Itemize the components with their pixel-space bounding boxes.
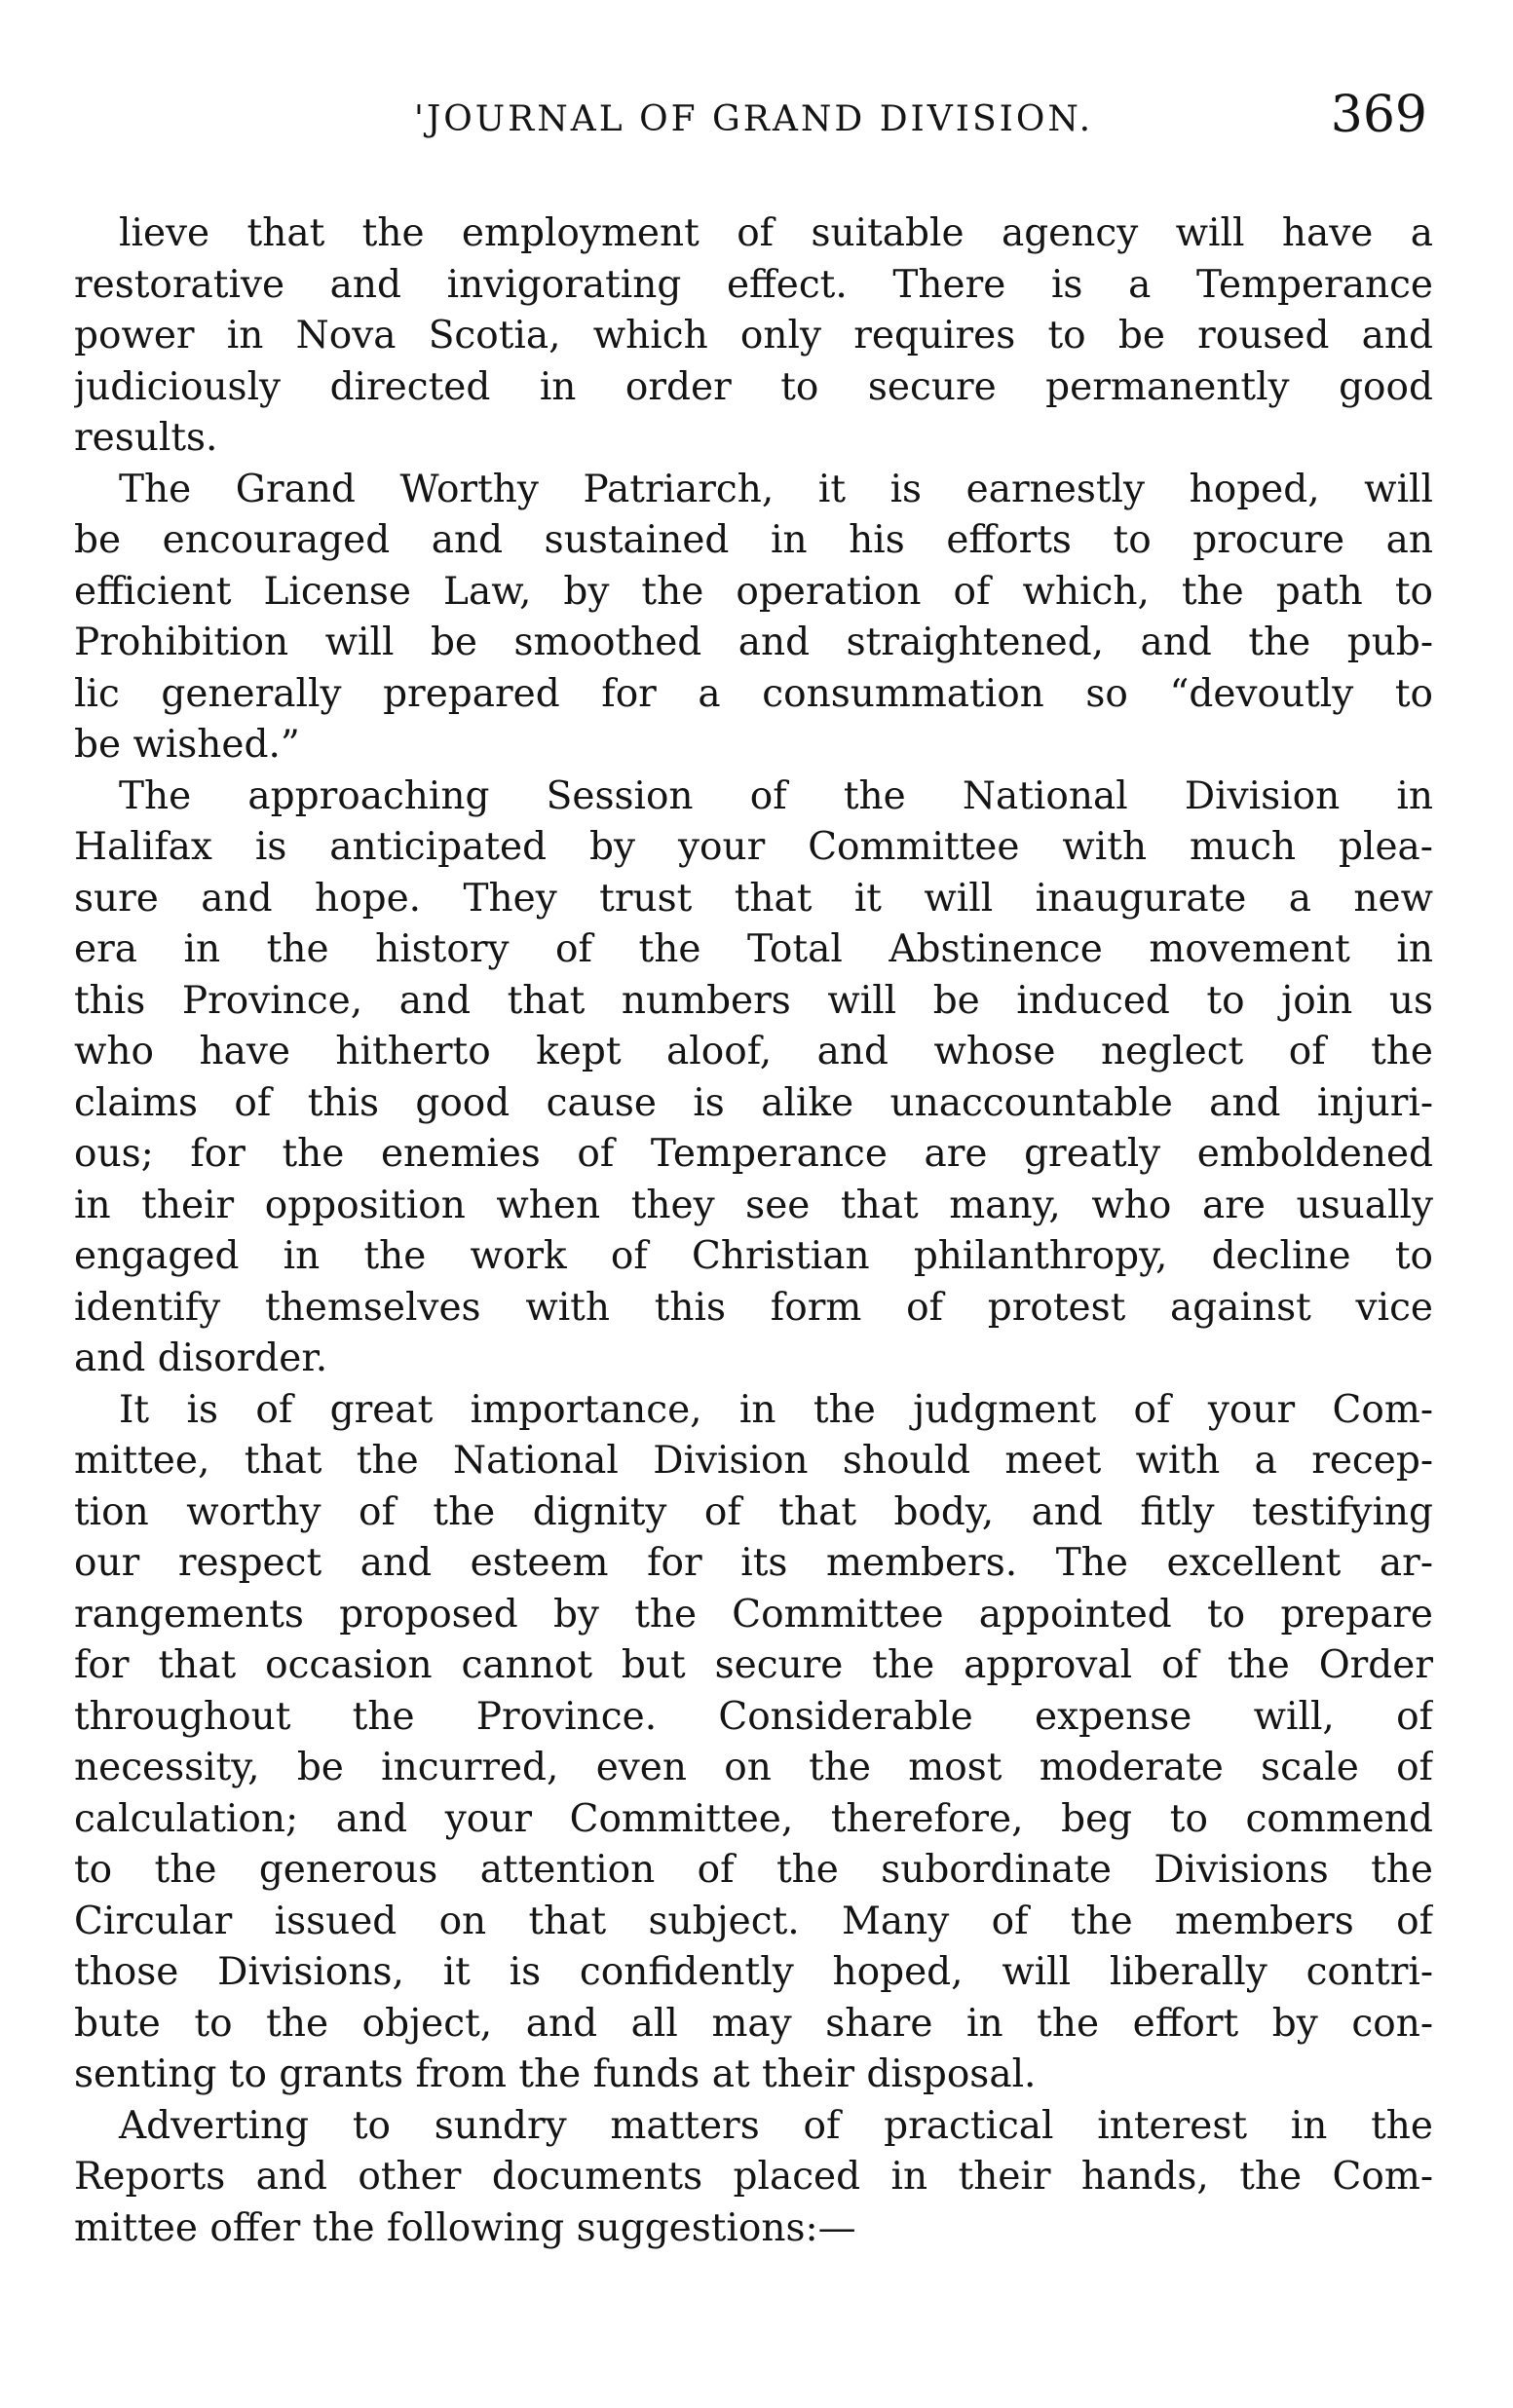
page-number: 369 bbox=[1330, 86, 1427, 144]
text-line: for that occasion cannot but secure the approval of the Order bbox=[74, 1643, 1433, 1687]
text-line: results. bbox=[74, 416, 218, 460]
text-line: mittee, that the National Division should meet with a recep- bbox=[74, 1439, 1433, 1483]
body-text bbox=[74, 208, 1433, 2254]
text-line: identify themselves with this form of protest against vice bbox=[74, 1285, 1433, 1330]
paragraph bbox=[74, 771, 1433, 1385]
text-line: bute to the object, and all may share in the effort by con- bbox=[74, 2001, 1433, 2046]
text-line: The Grand Worthy Patriarch, it is earnestly hoped, will bbox=[119, 467, 1433, 511]
text-line: lic generally prepared for a consummation so “devoutly to bbox=[74, 671, 1433, 716]
text-line: sure and hope. They trust that it will inaugurate a new bbox=[74, 876, 1433, 921]
text-line: judiciously directed in order to secure permanently good bbox=[74, 364, 1433, 409]
text-line: in their opposition when they see that many, who are usually bbox=[74, 1183, 1433, 1227]
text-line: Prohibition will be smoothed and straightened, and the pub- bbox=[74, 621, 1433, 664]
text-line: senting to grants from the funds at their disposal. bbox=[74, 2052, 1037, 2096]
text-line: to the generous attention of the subordinate Divisions the bbox=[74, 1848, 1433, 1892]
text-line: ous; for the enemies of Temperance are greatly emboldened bbox=[74, 1132, 1433, 1176]
text-line: necessity, be incurred, even on the most moderate scale of bbox=[74, 1746, 1433, 1789]
paragraph bbox=[74, 208, 1433, 465]
text-line: those Divisions, it is confidently hoped, will liberally contri- bbox=[74, 1950, 1433, 1994]
text-line: Reports and other documents placed in their hands, the Com- bbox=[74, 2155, 1433, 2199]
text-line: throughout the Province. Considerable expense will, of bbox=[74, 1694, 1433, 1739]
text-line: Circular issued on that subject. Many of the members of bbox=[74, 1899, 1433, 1943]
text-line: this Province, and that numbers will be induced to join us bbox=[74, 978, 1433, 1023]
text-line: efficient License Law, by the operation of which, the path to bbox=[74, 569, 1433, 614]
text-line: restorative and invigorating effect. There is a Temperance bbox=[74, 262, 1433, 307]
text-line: be wished.” bbox=[74, 723, 300, 767]
paragraph bbox=[74, 1385, 1433, 2101]
page-header bbox=[74, 86, 1433, 154]
text-line: claims of this good cause is alike unaccountable and injuri- bbox=[74, 1080, 1433, 1125]
text-line: calculation; and your Committee, therefore, beg to commend bbox=[74, 1796, 1433, 1841]
text-line: power in Nova Scotia, which only requires to be roused and bbox=[74, 314, 1433, 357]
text-line: era in the history of the Total Abstinence movement in bbox=[74, 927, 1433, 971]
paragraph bbox=[74, 2101, 1433, 2255]
text-line: be encouraged and sustained in his efforts to procure an bbox=[74, 518, 1433, 562]
text-line: our respect and esteem for its members. The excellent ar- bbox=[74, 1541, 1433, 1585]
text-line: and disorder. bbox=[74, 1336, 328, 1380]
text-line: mittee offer the following suggestions:— bbox=[74, 2205, 856, 2250]
text-line: engaged in the work of Christian philanthropy, decline to bbox=[74, 1234, 1433, 1278]
text-line: Adverting to sundry matters of practical interest in the bbox=[119, 2103, 1433, 2148]
text-line: It is of great importance, in the judgment of your Com- bbox=[119, 1387, 1433, 1432]
text-line: rangements proposed by the Committee appointed to prepare bbox=[74, 1592, 1433, 1637]
running-head: 'JOURNAL OF GRAND DIVISION. bbox=[413, 99, 1094, 139]
text-line: Halifax is anticipated by your Committee with much plea- bbox=[74, 825, 1433, 869]
text-line: The approaching Session of the National Division in bbox=[119, 773, 1433, 818]
paragraph bbox=[74, 465, 1433, 771]
text-line: lieve that the employment of suitable agency will have a bbox=[119, 211, 1433, 255]
text-line: tion worthy of the dignity of that body, and fitly testifying bbox=[74, 1489, 1433, 1534]
text-line: who have hitherto kept aloof, and whose neglect of the bbox=[74, 1030, 1433, 1073]
